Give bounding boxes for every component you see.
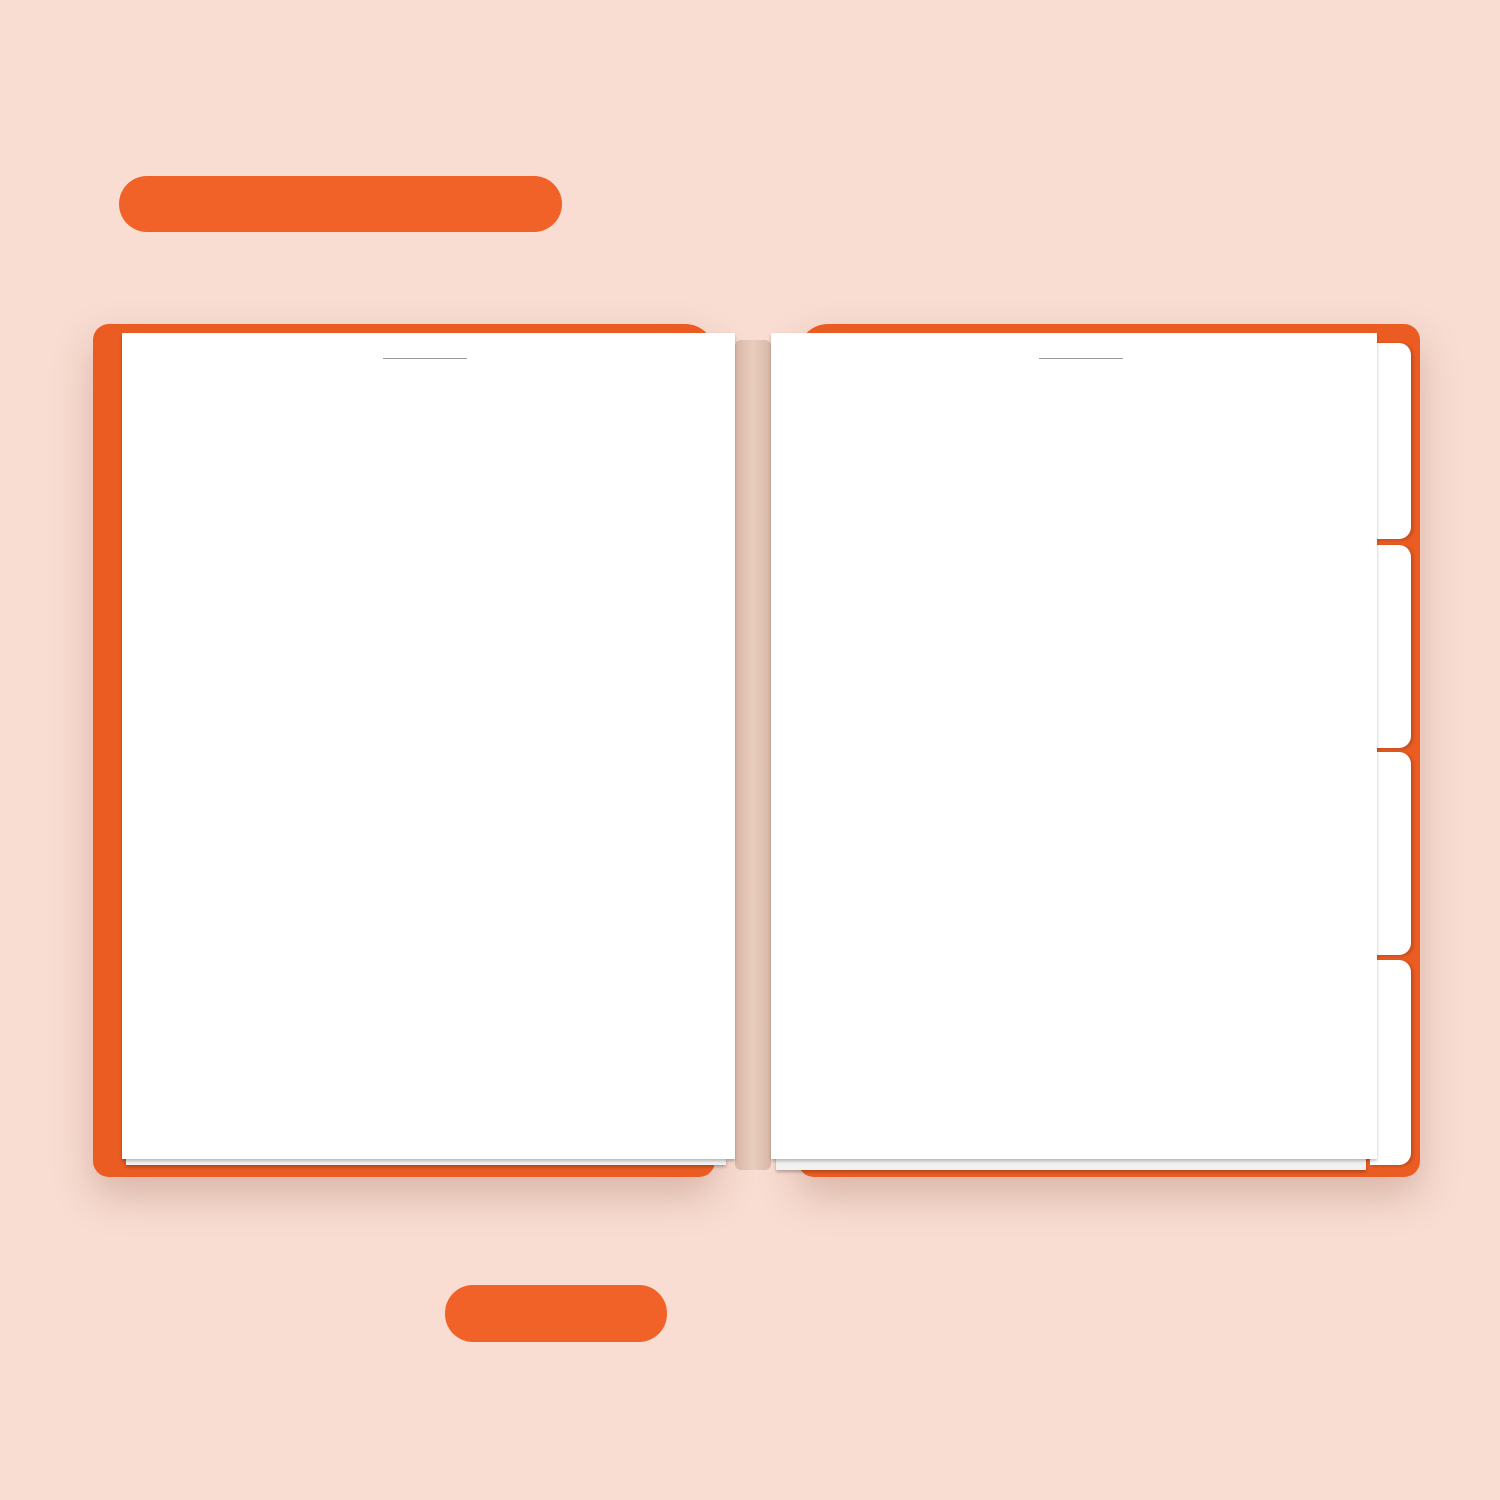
date-line-left: [383, 358, 467, 359]
date-line-right: [1039, 358, 1123, 359]
cogumelo-badge: [445, 1285, 667, 1342]
